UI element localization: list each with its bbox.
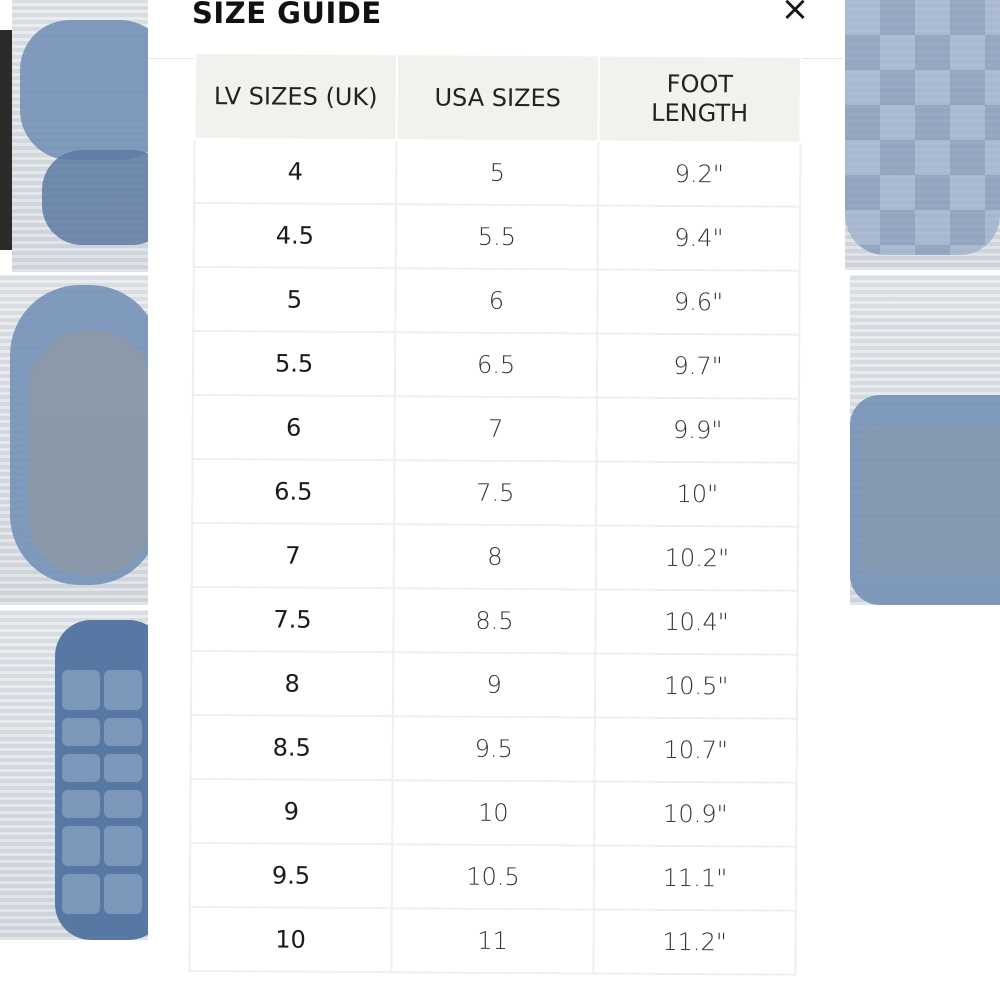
foot-length-cell: 10.4": [595, 589, 797, 654]
foot-length-cell: 9.9": [597, 397, 799, 462]
lv-size-cell: 8.5: [191, 715, 393, 780]
usa-size-cell: 9.5: [393, 716, 595, 781]
usa-size-cell: 5.5: [396, 204, 598, 269]
usa-size-cell: 9: [393, 652, 595, 717]
table-row: [189, 907, 795, 975]
foot-length-cell: 9.6": [597, 269, 799, 334]
lv-size-cell: 8: [191, 651, 393, 716]
lv-size-cell: 7: [192, 523, 394, 588]
lv-size-cell: 6.5: [192, 459, 394, 524]
foot-length-cell: 9.4": [598, 205, 800, 270]
usa-size-cell: 6: [395, 268, 597, 333]
lv-size-cell: 9: [190, 779, 392, 844]
foot-length-cell: 11.2": [593, 909, 795, 974]
modal-title: SIZE GUIDE: [192, 0, 382, 30]
lv-size-cell: 9.5: [190, 843, 392, 908]
usa-size-cell: 11: [391, 908, 593, 973]
table-header-row: [194, 53, 801, 143]
table-row: [191, 715, 797, 783]
foot-length-cell: 10.2": [596, 525, 798, 590]
shoe-photo-side-right: [850, 275, 1000, 605]
shoe-photo-sole: [0, 610, 156, 940]
lv-size-cell: 5: [193, 267, 395, 332]
usa-size-cell: 8.5: [393, 588, 595, 653]
table-body: [189, 139, 800, 975]
usa-size-cell: 8: [394, 524, 596, 589]
lv-size-cell: 5.5: [193, 331, 395, 396]
column-header-lv-sizes: LV SIZES (UK): [194, 53, 397, 140]
lv-size-cell: 10: [189, 907, 391, 972]
table-row: [191, 587, 797, 655]
modal-header: [148, 0, 843, 58]
usa-size-cell: 6.5: [395, 332, 597, 397]
table-row: [194, 139, 800, 207]
table-row: [190, 843, 796, 911]
usa-size-cell: 10: [392, 780, 594, 845]
close-icon[interactable]: ×: [780, 0, 810, 29]
column-header-usa-sizes: USA SIZES: [396, 54, 599, 141]
lv-size-cell: 4: [194, 139, 396, 204]
foot-length-cell: 10.9": [594, 781, 796, 846]
foot-length-cell: 9.2": [598, 141, 800, 206]
foot-length-cell: 9.7": [597, 333, 799, 398]
table-row: [194, 203, 800, 271]
lv-size-cell: 4.5: [194, 203, 396, 268]
table-row: [191, 651, 797, 719]
size-table: [188, 52, 802, 976]
foot-length-cell: 10.5": [595, 653, 797, 718]
table-row: [193, 395, 799, 463]
shoe-photo-insole: [0, 275, 150, 605]
foot-length-cell: 10": [596, 461, 798, 526]
table-row: [192, 459, 798, 527]
table-row: [193, 331, 799, 399]
scroll-indicator: [0, 30, 12, 250]
usa-size-cell: 10.5: [392, 844, 594, 909]
table-row: [193, 267, 799, 335]
table-row: [190, 779, 796, 847]
foot-length-cell: 10.7": [595, 717, 797, 782]
lv-size-cell: 6: [193, 395, 395, 460]
shoe-photo-top-right: [845, 0, 1000, 270]
column-header-foot-length: FOOT LENGTH: [598, 55, 801, 142]
usa-size-cell: 7: [395, 396, 597, 461]
table-row: [192, 523, 798, 591]
shoe-photo-top-left: [12, 0, 148, 272]
usa-size-cell: 7.5: [394, 460, 596, 525]
lv-size-cell: 7.5: [191, 587, 393, 652]
foot-length-cell: 11.1": [594, 845, 796, 910]
size-guide-modal: [148, 0, 843, 1000]
usa-size-cell: 5: [396, 140, 598, 205]
